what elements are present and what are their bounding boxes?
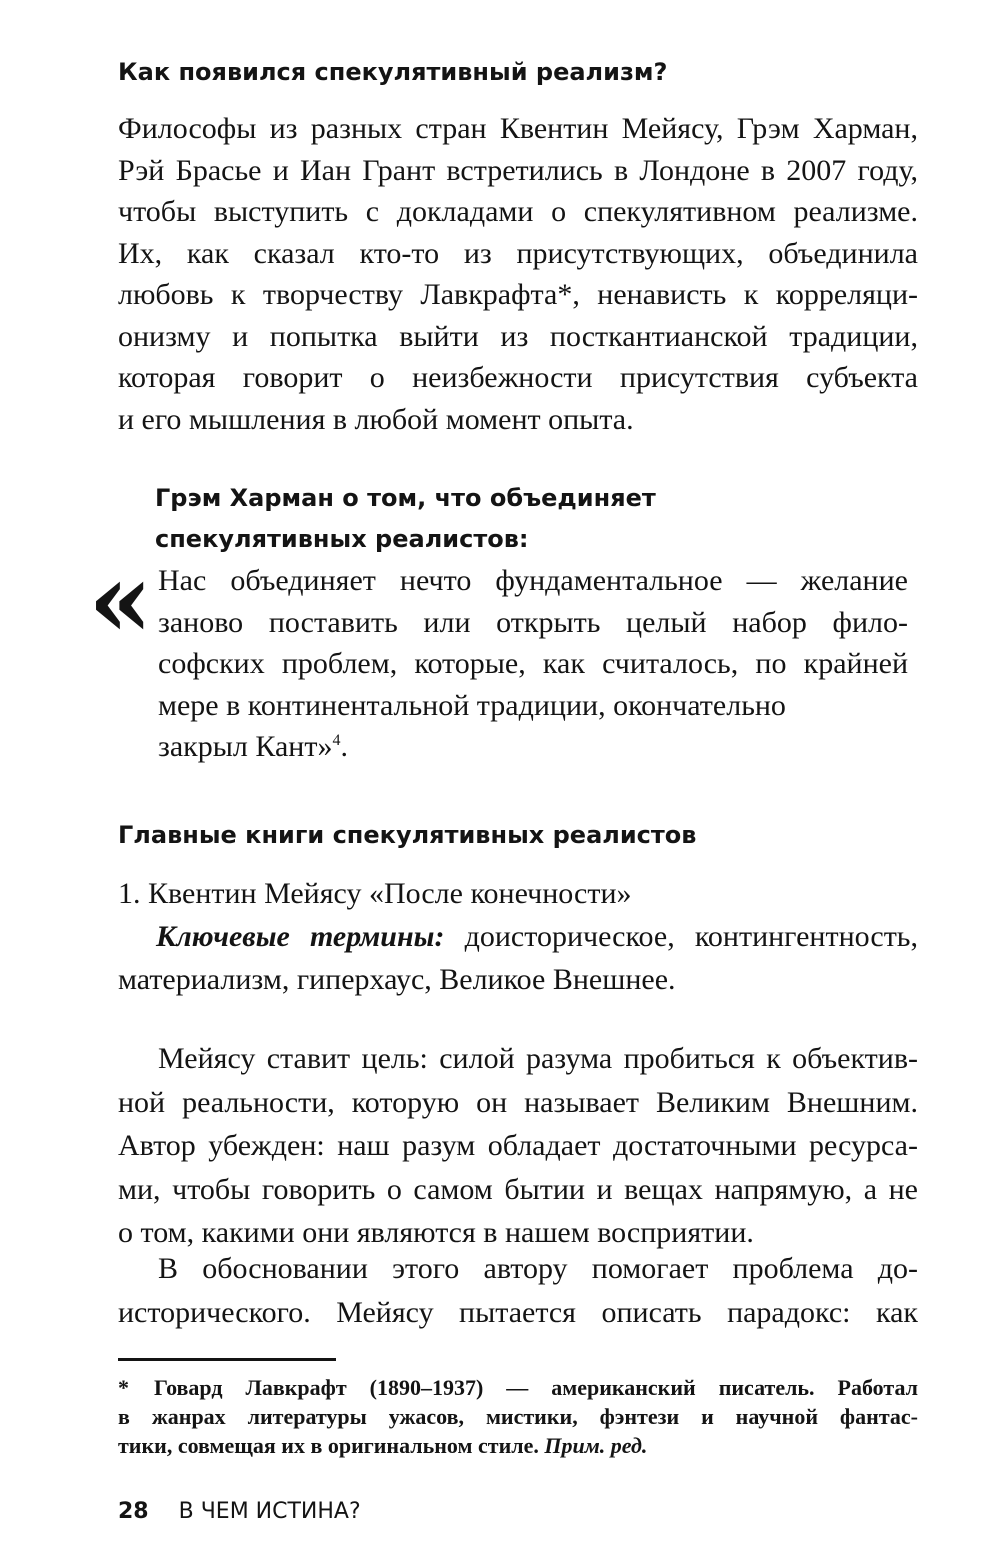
quote-line: софских проблем, которые, как считалось, по крайней (158, 647, 908, 680)
text-line: исторического. Мейясу пытается описать парадокс: как (118, 1295, 918, 1329)
text-line: которая говорит о неизбежности присутствия субъекта (118, 361, 918, 394)
running-title: В ЧЕМ ИСТИНА? (178, 1499, 361, 1524)
footnote (118, 1373, 918, 1460)
text-line: ной реальности, которую он называет Великим Внешним. (118, 1085, 918, 1119)
quote-line: Нас объединяет нечто фундаментальное — желание (158, 564, 908, 597)
keywords-label: Ключевые термины: (156, 920, 445, 953)
footnote-text: тики, совмещая их в оригинальном стиле. (118, 1433, 545, 1458)
book-title: 1. Квентин Мейясу «После конечности» (118, 877, 632, 910)
text-line: Автор убежден: наш разум обладает достаточными ресурса- (118, 1129, 918, 1162)
section-heading-books: Главные книги спекулятивных реалистов (118, 821, 697, 849)
text-line: о том, какими они являются в нашем восприятии. (118, 1216, 754, 1249)
quote-heading-line: Грэм Харман о том, что объединяет (155, 484, 656, 512)
quote-heading-line: спекулятивных реалистов: (155, 525, 529, 553)
text-line: любовь к творчеству Лавкрафта*, ненависть к корреляци- (118, 278, 918, 311)
editor-note: Прим. ред. (544, 1433, 648, 1458)
text-line: Их, как сказал кто-то из присутствующих, объединила (118, 236, 918, 270)
quote-mark-icon: « (88, 538, 153, 661)
quote-line: заново поставить или открыть целый набор фило- (158, 605, 908, 639)
keywords-line (118, 915, 918, 958)
quote-last-line: закрыл Кант»$^4$. (158, 730, 348, 763)
section-heading-origin: Как появился спекулятивный реализм? (118, 58, 668, 86)
text-line: ми, чтобы говорить о самом бытии и вещах напрямую, а не (118, 1172, 918, 1206)
text-line: и его мышления в любой момент опыта. (118, 402, 634, 436)
paragraph-ancestral (118, 1247, 918, 1334)
paragraph-origin (118, 108, 918, 440)
text-line: Рэй Брасье и Иан Грант встретились в Лондоне в 2007 году, (118, 153, 918, 187)
paragraph-meillassoux (118, 1037, 918, 1255)
footnote-divider (118, 1358, 336, 1361)
keywords-line: материализм, гиперхаус, Великое Внешнее. (118, 963, 676, 996)
quote-line: мере в континентальной традиции, окончательно (158, 688, 786, 722)
text-line: Мейясу ставит цель: силой разума пробиться к объектив- (158, 1042, 918, 1075)
quote-last-text: закрыл Кант» (158, 730, 333, 763)
text-line: онизму и попытка выйти из посткантианской традиции, (118, 319, 918, 353)
footnote-line: Говард Лавкрафт (1890–1937) — американский писатель. Работал (154, 1375, 918, 1400)
footnote-marker: * (118, 1375, 129, 1400)
quote-heading (155, 478, 656, 560)
footnote-ref[interactable]: 4 (332, 732, 341, 749)
list-item (118, 872, 918, 1001)
blockquote (158, 560, 908, 768)
text-line: В обосновании этого автору помогает проблема до- (158, 1252, 918, 1285)
page-number: 28 (118, 1499, 149, 1524)
keywords-text: доисторическое, контингентность, (444, 920, 918, 953)
text-line: чтобы выступить с докладами о спекулятивном реализме. (118, 195, 918, 228)
footnote-line (118, 1431, 918, 1460)
page-footer (118, 1497, 361, 1527)
footnote-line: в жанрах литературы ужасов, мистики, фэнтези и научной фантас- (118, 1404, 918, 1429)
text-line: Философы из разных стран Квентин Мейясу, Грэм Харман, (118, 112, 918, 145)
